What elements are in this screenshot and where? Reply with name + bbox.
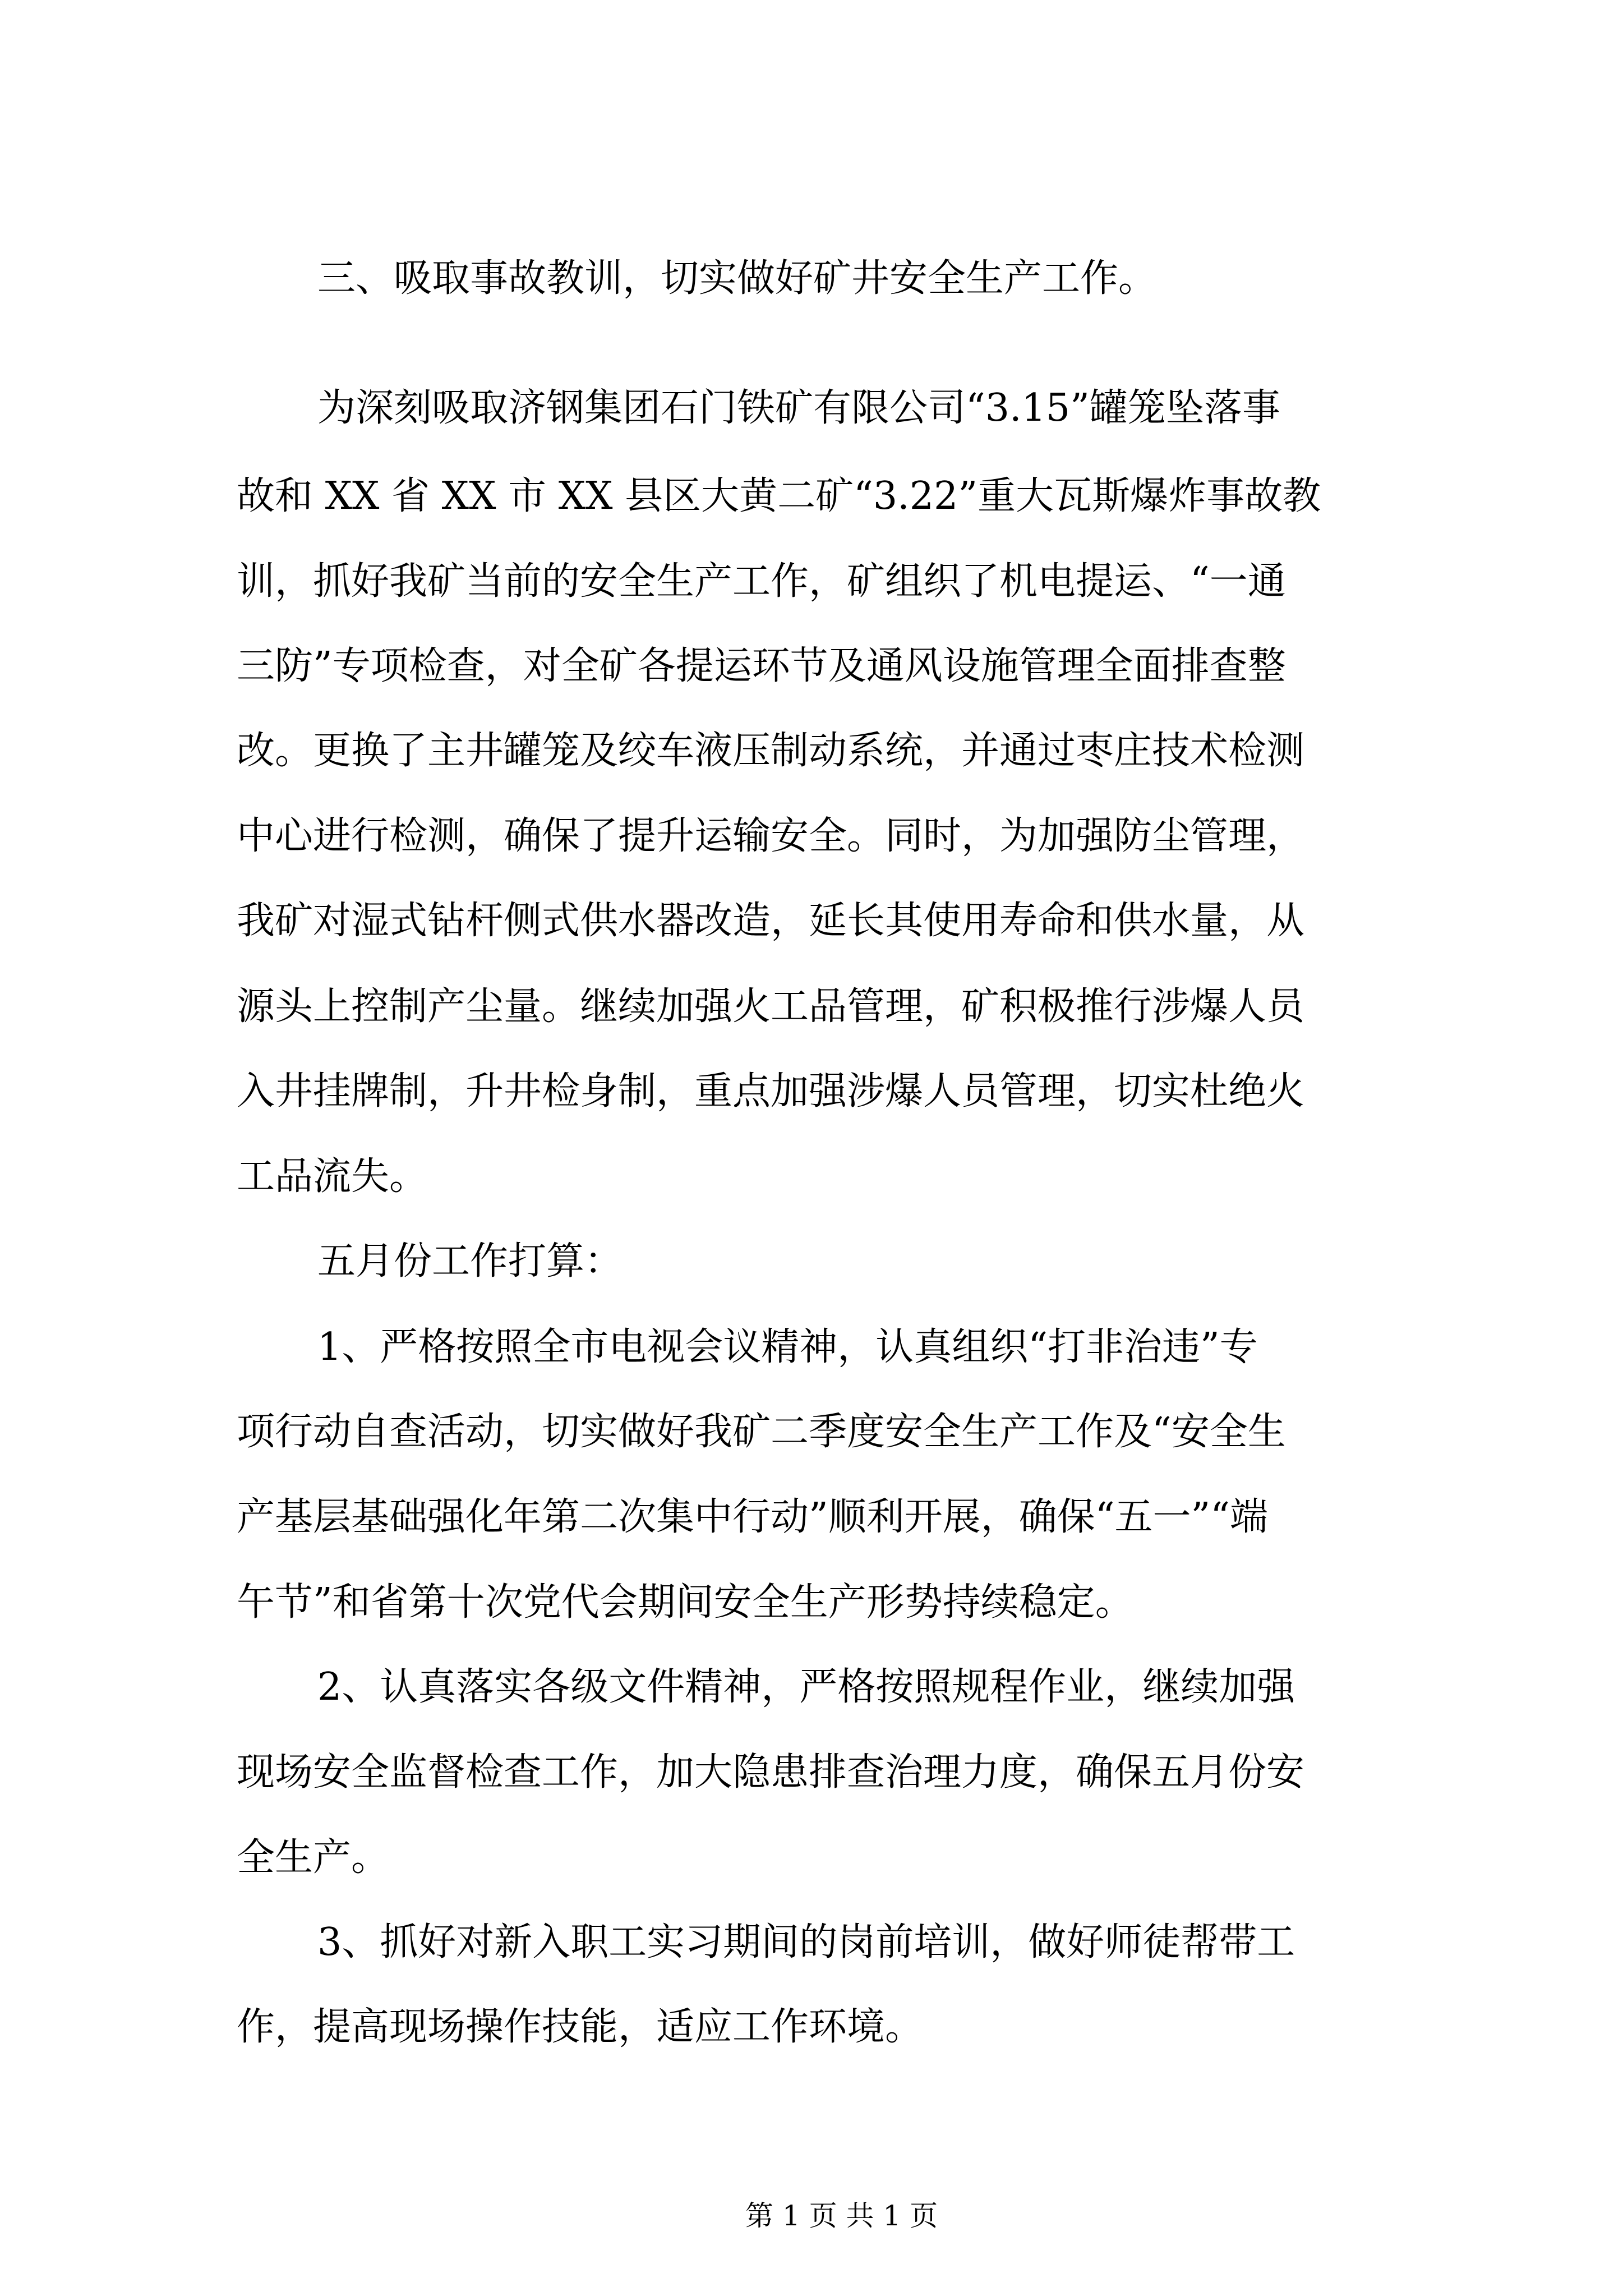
paragraph-line: 三、吸取事故教训，切实做好矿井安全生产工作。: [317, 256, 1157, 301]
paragraph-line: 2、认真落实各级文件精神，严格按照规程作业，继续加强: [317, 1665, 1295, 1709]
paragraph-line: 1、严格按照全市电视会议精神，认真组织“打非治违”专: [317, 1325, 1258, 1369]
paragraph-line: 工品流失。: [237, 1154, 428, 1199]
paragraph-line: 项行动自查活动，切实做好我矿二季度安全生产工作及“安全生: [237, 1410, 1286, 1454]
paragraph-line: 全生产。: [237, 1835, 390, 1880]
paragraph-line: 现场安全监督检查工作，加大隐患排查治理力度，确保五月份安: [237, 1750, 1305, 1795]
paragraph-line: 产基层基础强化年第二次集中行动”顺利开展，确保“五一”“端: [237, 1495, 1269, 1539]
paragraph-line: 中心进行检测，确保了提升运输安全。同时，为加强防尘管理，: [237, 814, 1305, 858]
paragraph-line: 我矿对湿式钻杆侧式供水器改造，延长其使用寿命和供水量，从: [237, 899, 1305, 943]
paragraph-line: 为深刻吸取济钢集团石门铁矿有限公司“3.15”罐笼坠落事: [317, 386, 1280, 430]
page-number-footer: 第 1 页 共 1 页: [745, 2200, 938, 2232]
section-heading: 五月份工作打算：: [317, 1239, 623, 1283]
paragraph-line: 源头上控制产尘量。继续加强火工品管理，矿积极推行涉爆人员: [237, 984, 1305, 1029]
paragraph-line: 改。更换了主井罐笼及绞车液压制动系统，并通过枣庄技术检测: [237, 729, 1305, 773]
paragraph-line: 三防”专项检查，对全矿各提运环节及通风设施管理全面排查整: [237, 644, 1286, 688]
paragraph-line: 3、抓好对新入职工实习期间的岗前培训，做好师徒帮带工: [317, 1920, 1295, 1964]
paragraph-line: 训，抓好我矿当前的安全生产工作，矿组织了机电提运、“一通: [237, 559, 1286, 604]
paragraph-line: 故和 XX 省 XX 市 XX 县区大黄二矿“3.22”重大瓦斯爆炸事故教: [237, 474, 1321, 518]
paragraph-line: 作，提高现场操作技能，适应工作环境。: [237, 2005, 924, 2049]
paragraph-line: 入井挂牌制，升井检身制，重点加强涉爆人员管理，切实杜绝火: [237, 1069, 1305, 1114]
paragraph-line: 午节”和省第十次党代会期间安全生产形势持续稳定。: [237, 1580, 1133, 1625]
